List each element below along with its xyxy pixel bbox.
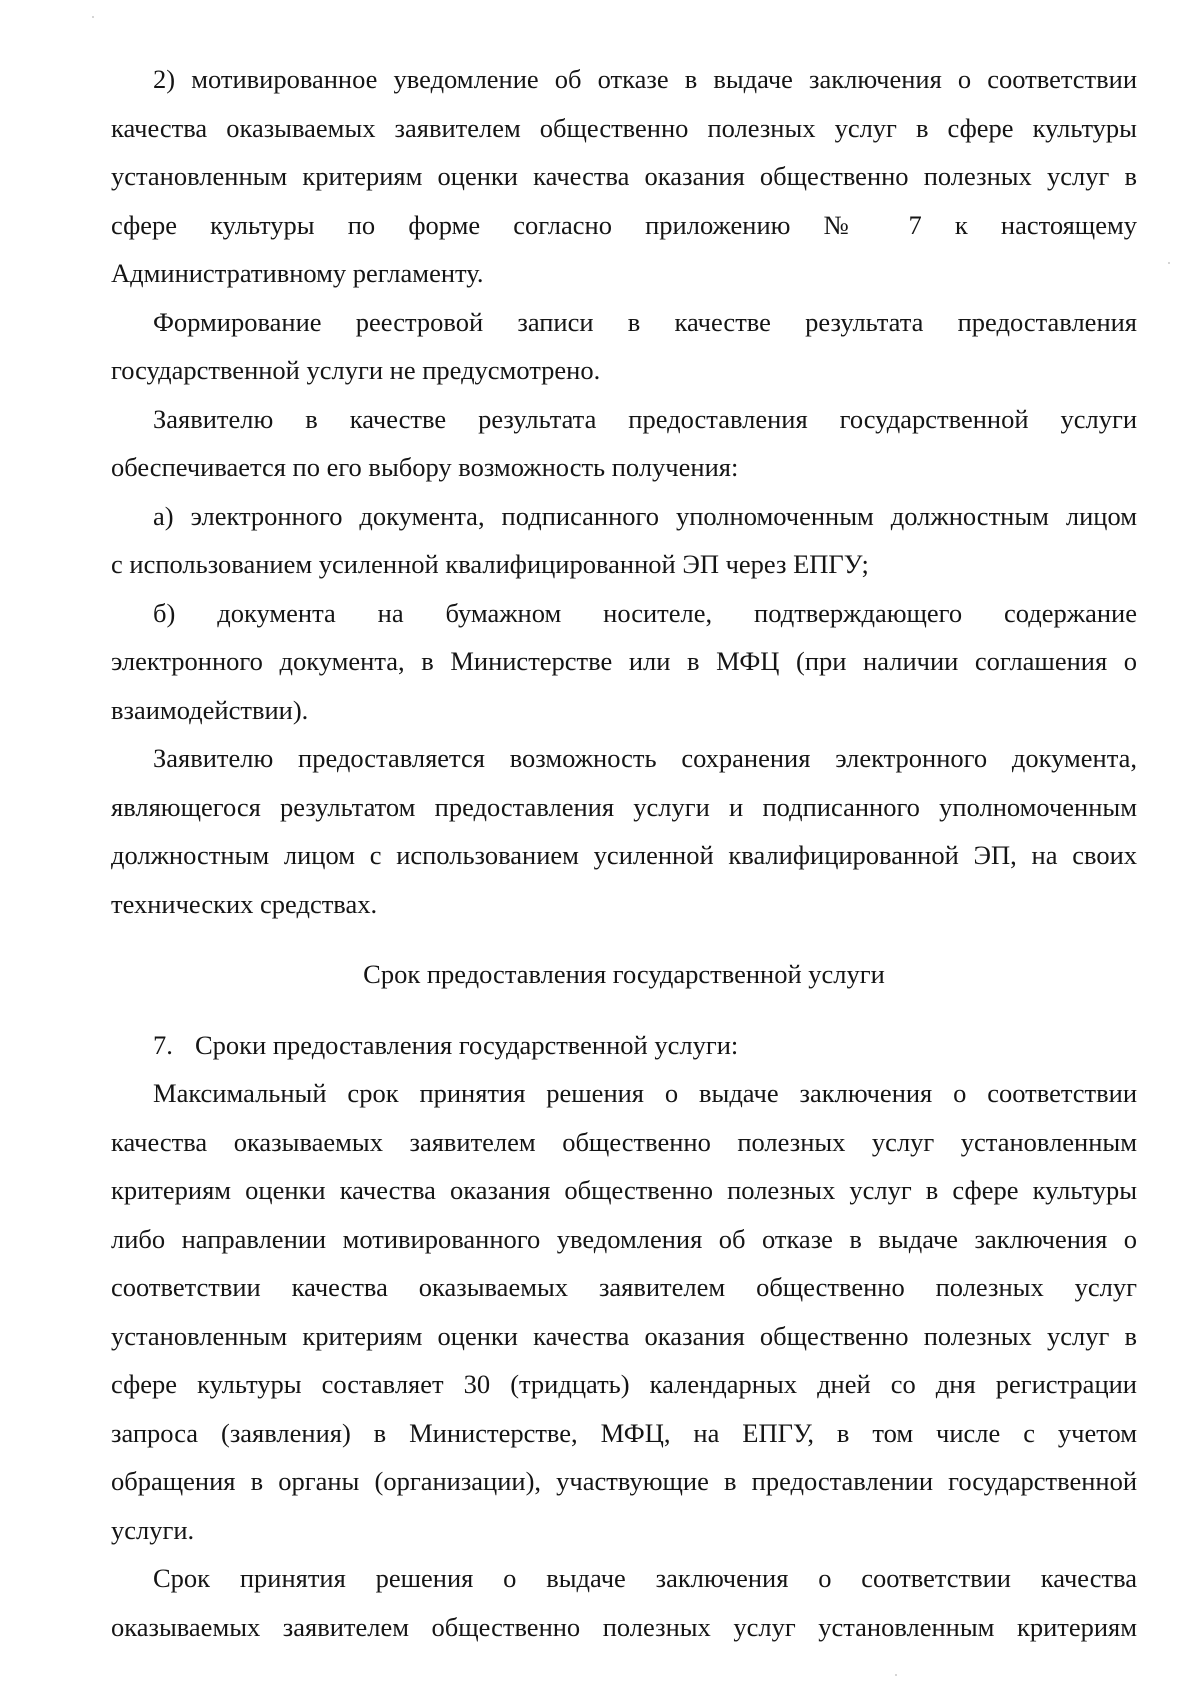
paragraph [111,55,1137,298]
paragraph [111,1554,1137,1651]
paragraph-line: взаимодействии). [111,694,309,725]
paragraph [111,1069,1137,1554]
paragraph-line: Административному регламенту. [111,258,484,288]
paragraph-line: Заявителю предоставляется возможность сохранения электронного документа, [153,743,1137,773]
paragraph-line: являющегося результатом предоставления услуги и подписанного уполномоченным [111,791,1137,822]
paragraph [111,395,1137,492]
paragraph-line: соответствии качества оказываемых заявителем общественно полезных услуг [111,1272,1137,1302]
paragraph [111,492,1137,589]
paragraph-line: либо направлении мотивированного уведомления об отказе в выдаче заключения о [111,1223,1137,1254]
paragraph-line: 2) мотивированное уведомление об отказе в выдаче заключения о соответствии [153,64,1137,94]
paragraph-line: услуги. [111,1514,195,1545]
paragraph [111,298,1137,395]
item-7-text: Сроки предоставления государственной услуги: [195,1029,739,1060]
paragraph-line: Формирование реестровой записи в качестве результата предоставления [153,306,1137,337]
item-7-number: 7. [153,1029,173,1060]
top-paragraphs [111,55,1137,928]
paragraph-line: установленным критериям оценки качества оказания общественно полезных услуг в [111,161,1137,191]
paragraph-line: сфере культуры по форме согласно приложению № 7 к настоящему [111,209,1137,240]
paragraph-line: должностным лицом с использованием усиленной квалифицированной ЭП, на своих [111,840,1137,870]
paragraph-line: установленным критериям оценки качества оказания общественно полезных услуг в [111,1320,1137,1351]
paragraph-line: Заявителю в качестве результата предоставления государственной услуги [153,403,1137,434]
paragraph-line: критериям оценки качества оказания общественно полезных услуг в сфере культуры [111,1175,1137,1205]
paragraph-line: обращения в органы (организации), участвующие в предоставлении государственной [111,1466,1137,1496]
document-body [111,55,1137,1651]
paragraph-line: технических средствах. [111,888,378,919]
paragraph-line: электронного документа, в Министерстве или в МФЦ (при наличии соглашения о [111,646,1137,676]
scan-speck [1168,262,1170,264]
paragraph-line: оказываемых заявителем общественно полезных услуг установленным критериям [111,1611,1137,1642]
scan-speck [895,1674,897,1676]
section-heading: Срок предоставления государственной услуги [363,959,885,989]
paragraph-line: б) документа на бумажном носителе, подтверждающего содержание [153,597,1137,628]
bottom-paragraphs [111,1069,1137,1651]
paragraph-line: сфере культуры составляет 30 (тридцать) календарных дней со дня регистрации [111,1369,1137,1399]
paragraph-line: Максимальный срок принятия решения о выдаче заключения о соответствии [153,1078,1137,1108]
paragraph-line: с использованием усиленной квалифицированной ЭП через ЕПГУ; [111,549,869,579]
paragraph-line: качества оказываемых заявителем общественно полезных услуг установленным [111,1126,1137,1157]
paragraph-line: запроса (заявления) в Министерстве, МФЦ, на ЕПГУ, в том числе с учетом [111,1417,1137,1448]
paragraph-line: качества оказываемых заявителем общественно полезных услуг в сфере культуры [111,112,1137,143]
paragraph-line: обеспечивается по его выбору возможность получения: [111,452,739,482]
paragraph-line: а) электронного документа, подписанного уполномоченным должностным лицом [153,500,1137,531]
paragraph [111,734,1137,928]
scan-speck [92,16,94,18]
item-7 [111,1021,1137,1070]
paragraph-line: государственной услуги не предусмотрено. [111,355,601,385]
paragraph [111,589,1137,735]
paragraph-line: Срок принятия решения о выдаче заключения о соответствии качества [153,1563,1137,1593]
